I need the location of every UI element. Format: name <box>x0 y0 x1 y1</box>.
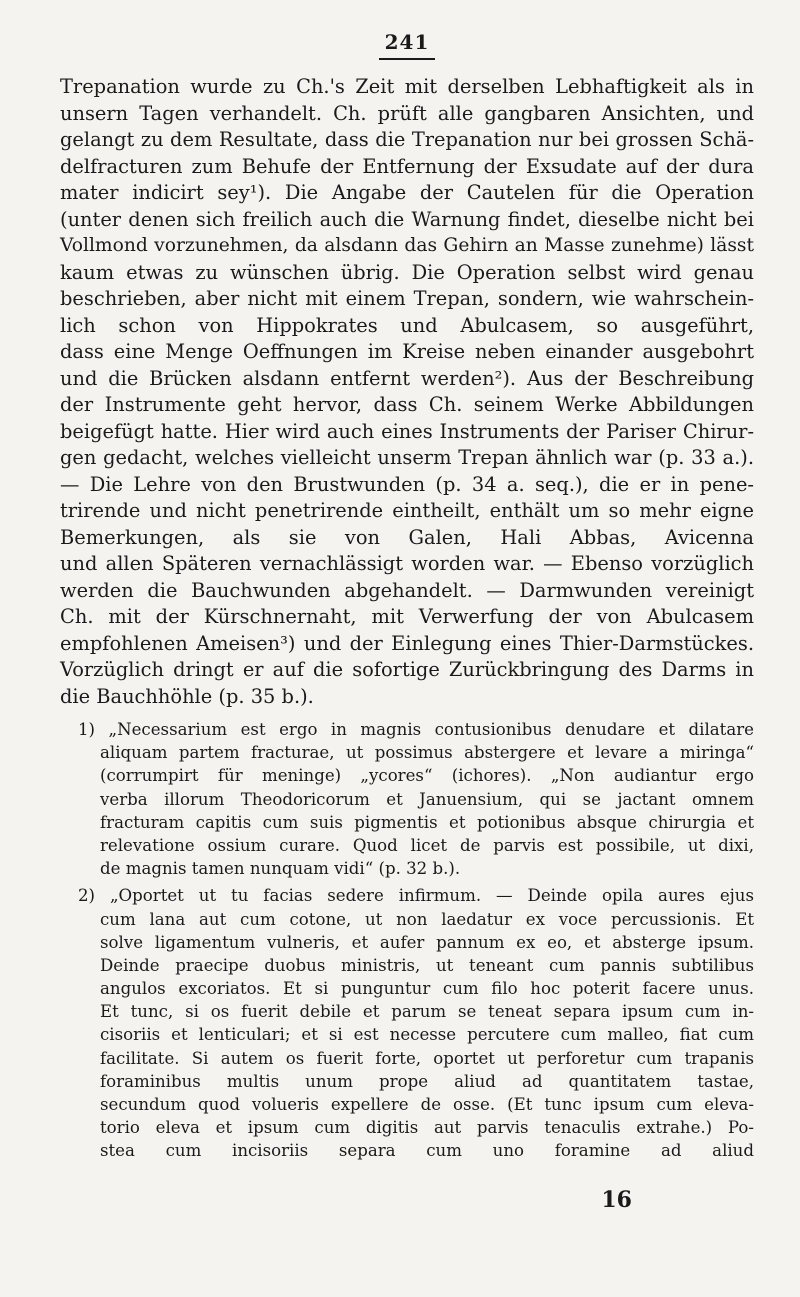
main-text-line: beigefügt hatte. Hier wird auch eines Instruments der Pariser Chirur- <box>60 419 754 443</box>
main-text-line: die Bauchhöhle (p. 35 b.). <box>60 684 314 708</box>
main-text-line: Ch. mit der Kürschnernaht, mit Verwerfung der von Abulcasem <box>60 605 754 628</box>
main-text-line: gen gedacht, welches vielleicht unserm Trepan ähnlich war (p. 33 a.). <box>60 446 754 469</box>
printer-signature-mark: 16 <box>601 1187 632 1213</box>
page-number: 241 <box>60 28 754 62</box>
main-text-line: — Die Lehre von den Brustwunden (p. 34 a. seq.), die er in pene- <box>60 472 754 496</box>
main-text-line: dass eine Menge Oeffnungen im Kreise neben einander ausgebohrt <box>60 340 754 363</box>
footnote-2-line: cisoriis et lenticulari; et si est necesse percutere cum malleo, fiat cum <box>100 1025 754 1045</box>
footnote-1-line: relevatione ossium curare. Quod licet de parvis est possibile, ut dixi, <box>100 835 754 855</box>
footnote-2-line: Deinde praecipe duobus ministris, ut teneant cum pannis subtilibus <box>100 955 754 975</box>
main-text-line: Vorzüglich dringt er auf die sofortige Zurückbringung des Darms in <box>60 658 754 681</box>
main-text-line: beschrieben, aber nicht mit einem Trepan, sondern, wie wahrschein- <box>60 287 754 310</box>
main-text-line: unsern Tagen verhandelt. Ch. prüft alle gangbaren Ansichten, und <box>60 101 754 125</box>
footnote-2-line: angulos excoriatos. Et si punguntur cum filo hoc poterit facere unus. <box>100 979 754 999</box>
footnote-1-line: (corrumpirt für meninge) „ycores“ (ichores). „Non audiantur ergo <box>100 766 754 786</box>
main-text-line: empfohlenen Ameisen³) und der Einlegung eines Thier-Darmstückes. <box>60 631 754 655</box>
footnote-2-line: foraminibus multis unum prope aliud ad quantitatem tastae, <box>100 1071 754 1091</box>
footnote-1-line: verba illorum Theodoricorum et Januensium, qui se jactant omnem <box>100 789 754 809</box>
main-text-line: Vollmond vorzunehmen, da alsdann das Gehirn an Masse zunehme) lässt <box>60 235 754 256</box>
main-text-line: und allen Späteren vernachlässigt worden war. — Ebenso vorzüglich <box>60 552 754 575</box>
main-text-line: gelangt zu dem Resultate, dass die Trepanation nur bei grossen Schä- <box>60 128 754 151</box>
footnote-2-line: Et tunc, si os fuerit debile et parum se teneat separa ipsum cum in- <box>100 1002 754 1022</box>
main-text <box>60 74 754 710</box>
main-text-line: werden die Bauchwunden abgehandelt. — Darmwunden vereinigt <box>60 578 754 602</box>
footnote-2-line: torio eleva et ipsum cum digitis aut parvis tenaculis extrahe.) Po- <box>100 1118 754 1138</box>
footnote-1-line: aliquam partem fracturae, ut possimus abstergere et levare a miringa“ <box>100 743 754 763</box>
main-text-line: und die Brücken alsdann entfernt werden²). Aus der Beschreibung <box>60 366 754 390</box>
footnote-1-line: 1) „Necessarium est ergo in magnis contusionibus denudare et dilatare <box>78 720 754 739</box>
main-text-line: trirende und nicht penetrirende eintheilt, enthält um so mehr eigne <box>60 499 754 522</box>
footnote-2-line: secundum quod volueris expellere de osse. (Et tunc ipsum cum eleva- <box>100 1095 754 1114</box>
footnote-1-line: fracturam capitis cum suis pigmentis et potionibus absque chirurgia et <box>100 812 754 832</box>
footnote-2-line: stea cum incisoriis separa cum uno foramine ad aliud <box>100 1141 754 1161</box>
footnote-2-line: solve ligamentum vulneris, et aufer pannum ex eo, et absterge ipsum. <box>100 932 754 952</box>
main-text-line: der Instrumente geht hervor, dass Ch. seinem Werke Abbildungen <box>60 393 754 416</box>
main-text-line: Trepanation wurde zu Ch.'s Zeit mit derselben Lebhaftigkeit als in <box>60 75 754 98</box>
main-text-line: Bemerkungen, als sie von Galen, Hali Abbas, Avicenna <box>60 525 754 549</box>
footnote-2-line: cum lana aut cum cotone, ut non laedatur ex voce percussionis. Et <box>100 909 754 929</box>
footnote-1-line: de magnis tamen nunquam vidi“ (p. 32 b.). <box>100 859 461 879</box>
main-text-line: mater indicirt sey¹). Die Angabe der Cautelen für die Operation <box>60 181 754 204</box>
footnote-2-line: 2) „Oportet ut tu facias sedere infirmum. — Deinde opila aures ejus <box>78 886 754 906</box>
footnote-2-line: facilitate. Si autem os fuerit forte, oportet ut perforetur cum trapanis <box>100 1048 754 1068</box>
main-text-line: kaum etwas zu wünschen übrig. Die Operation selbst wird genau <box>60 260 754 284</box>
main-text-line: lich schon von Hippokrates und Abulcasem, so ausgeführt, <box>60 313 754 337</box>
main-text-line: delfracturen zum Behufe der Entfernung der Exsudate auf der dura <box>60 154 754 178</box>
footnotes <box>60 718 754 1163</box>
main-text-line: (unter denen sich freilich auch die Warnung findet, dieselbe nicht bei <box>60 207 754 231</box>
